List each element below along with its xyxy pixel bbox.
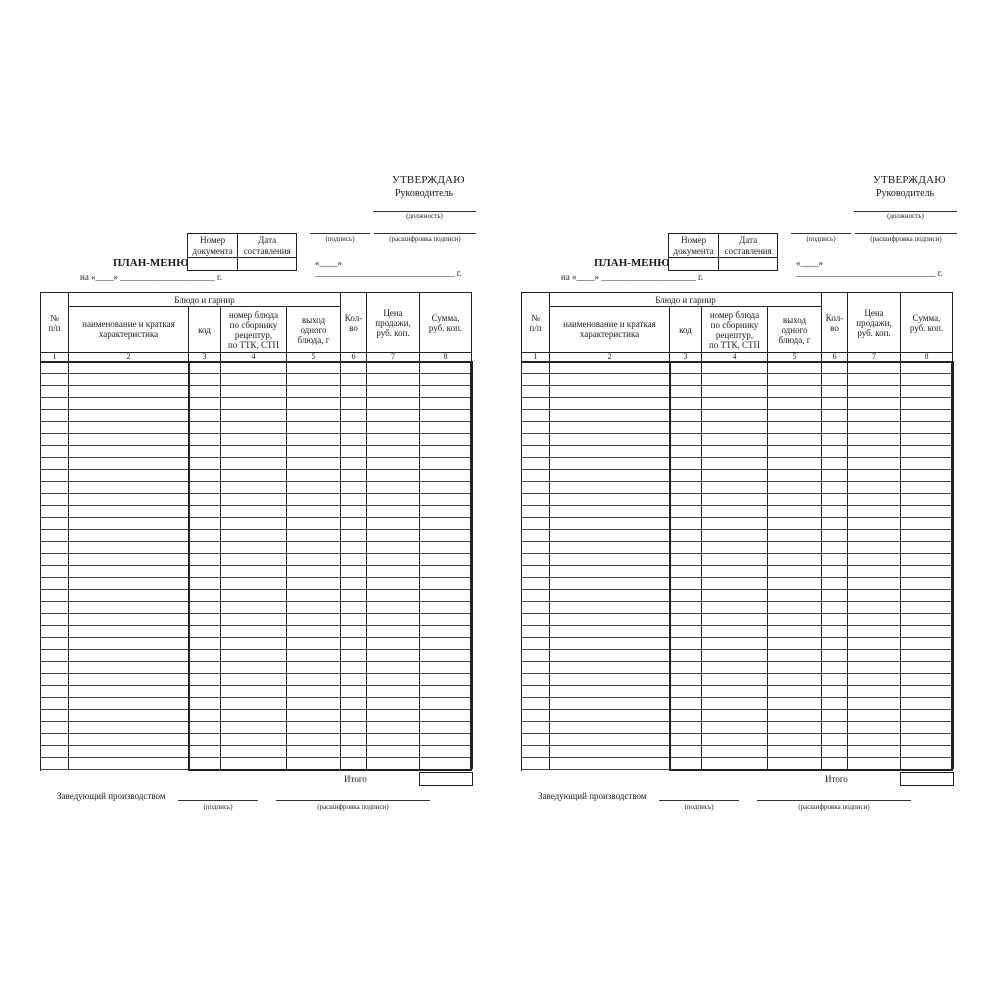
doc-date-field[interactable] [719,258,778,271]
doc-date-header: Дата составления [719,234,778,258]
col-number-1: 1 [521,352,549,361]
col-number-5: 5 [286,352,340,361]
menu-date-field[interactable]: на «____» _____________________ г. [80,272,222,282]
col-header-yield: выход одного блюда, г [767,306,821,352]
plan-menu-form-1 [40,0,480,1000]
approve-heading: УТВЕРЖДАЮ [873,174,946,186]
col-number-4: 4 [701,352,767,361]
col-header-price: Цена продажи, руб. коп. [366,292,419,352]
approver-signature-line[interactable] [791,233,851,234]
col-group-dish: Блюдо и гарнир [68,292,340,306]
col-number-2: 2 [68,352,188,361]
col-header-quantity: Кол- во [821,292,847,352]
document-info-box [187,233,297,271]
approve-date-field[interactable]: «____» _______________________________ г. [315,258,462,278]
col-number-2: 2 [549,352,669,361]
approve-heading: УТВЕРЖДАЮ [392,174,465,186]
column-divider [472,361,473,769]
approve-date-field[interactable]: «____» _______________________________ г. [796,258,943,278]
col-number-8: 8 [900,352,953,361]
col-number-7: 7 [366,352,419,361]
col-header-yield: выход одного блюда, г [286,306,340,352]
col-number-1: 1 [40,352,68,361]
menu-table [40,292,472,786]
total-label: Итого [344,774,367,784]
manager-label: Заведующий производством [57,791,166,801]
col-group-dish: Блюдо и гарнир [549,292,821,306]
col-number-8: 8 [419,352,472,361]
total-label: Итого [825,774,848,784]
total-sum-field[interactable] [419,772,473,786]
manager-label: Заведующий производством [538,791,647,801]
manager-signature-line[interactable] [178,800,258,801]
manager-decoding-line[interactable] [276,800,430,801]
col-header-code: код [669,306,701,352]
col-number-7: 7 [847,352,900,361]
doc-date-header: Дата составления [238,234,297,258]
manager-signature-line[interactable] [659,800,739,801]
position-caption: (должность) [887,212,924,220]
manager-decoding-caption: (расшифровка подписи) [798,803,870,811]
manager-signature-caption: (подпись) [203,803,233,811]
doc-number-header: Номер документа [188,234,238,258]
col-header-sum: Сумма, руб. коп. [900,292,953,352]
doc-date-field[interactable] [238,258,297,271]
col-number-3: 3 [669,352,701,361]
doc-number-field[interactable] [669,258,719,271]
manager-decoding-line[interactable] [757,800,911,801]
col-header-number: № п/п [521,292,549,352]
form-title: ПЛАН-МЕНЮ [113,257,189,269]
column-divider [953,361,954,769]
manager-signature-caption: (подпись) [684,803,714,811]
col-header-sum: Сумма, руб. коп. [419,292,472,352]
document-info-box [668,233,778,271]
approver-signature-line[interactable] [310,233,370,234]
col-header-quantity: Кол- во [340,292,366,352]
col-header-number: № п/п [40,292,68,352]
col-header-code: код [188,306,220,352]
menu-table [521,292,953,786]
plan-menu-form-2 [521,0,961,1000]
approver-decoding-line[interactable] [855,233,957,234]
doc-number-field[interactable] [188,258,238,271]
approver-decoding-line[interactable] [374,233,476,234]
approver-signature-caption: (подпись) [325,235,355,243]
approver-signature-caption: (подпись) [806,235,836,243]
col-number-6: 6 [821,352,847,361]
col-number-6: 6 [340,352,366,361]
col-number-3: 3 [188,352,220,361]
col-header-price: Цена продажи, руб. коп. [847,292,900,352]
col-header-recipe: номер блюда по сборнику рецептур, по ТТК, СТП [220,306,286,352]
approver-decoding-caption: (расшифровка подписи) [389,235,461,243]
approver-decoding-caption: (расшифровка подписи) [870,235,942,243]
approve-role: Руководитель [876,188,935,199]
manager-decoding-caption: (расшифровка подписи) [317,803,389,811]
col-header-name: наименование и краткая характеристика [68,306,188,352]
menu-date-field[interactable]: на «____» _____________________ г. [561,272,703,282]
data-entry-region [669,361,953,771]
total-sum-field[interactable] [900,772,954,786]
position-caption: (должность) [406,212,443,220]
col-header-recipe: номер блюда по сборнику рецептур, по ТТК, СТП [701,306,767,352]
form-title: ПЛАН-МЕНЮ [594,257,670,269]
col-header-name: наименование и краткая характеристика [549,306,669,352]
approve-role: Руководитель [395,188,454,199]
doc-number-header: Номер документа [669,234,719,258]
col-number-4: 4 [220,352,286,361]
col-number-5: 5 [767,352,821,361]
data-entry-region [188,361,472,771]
